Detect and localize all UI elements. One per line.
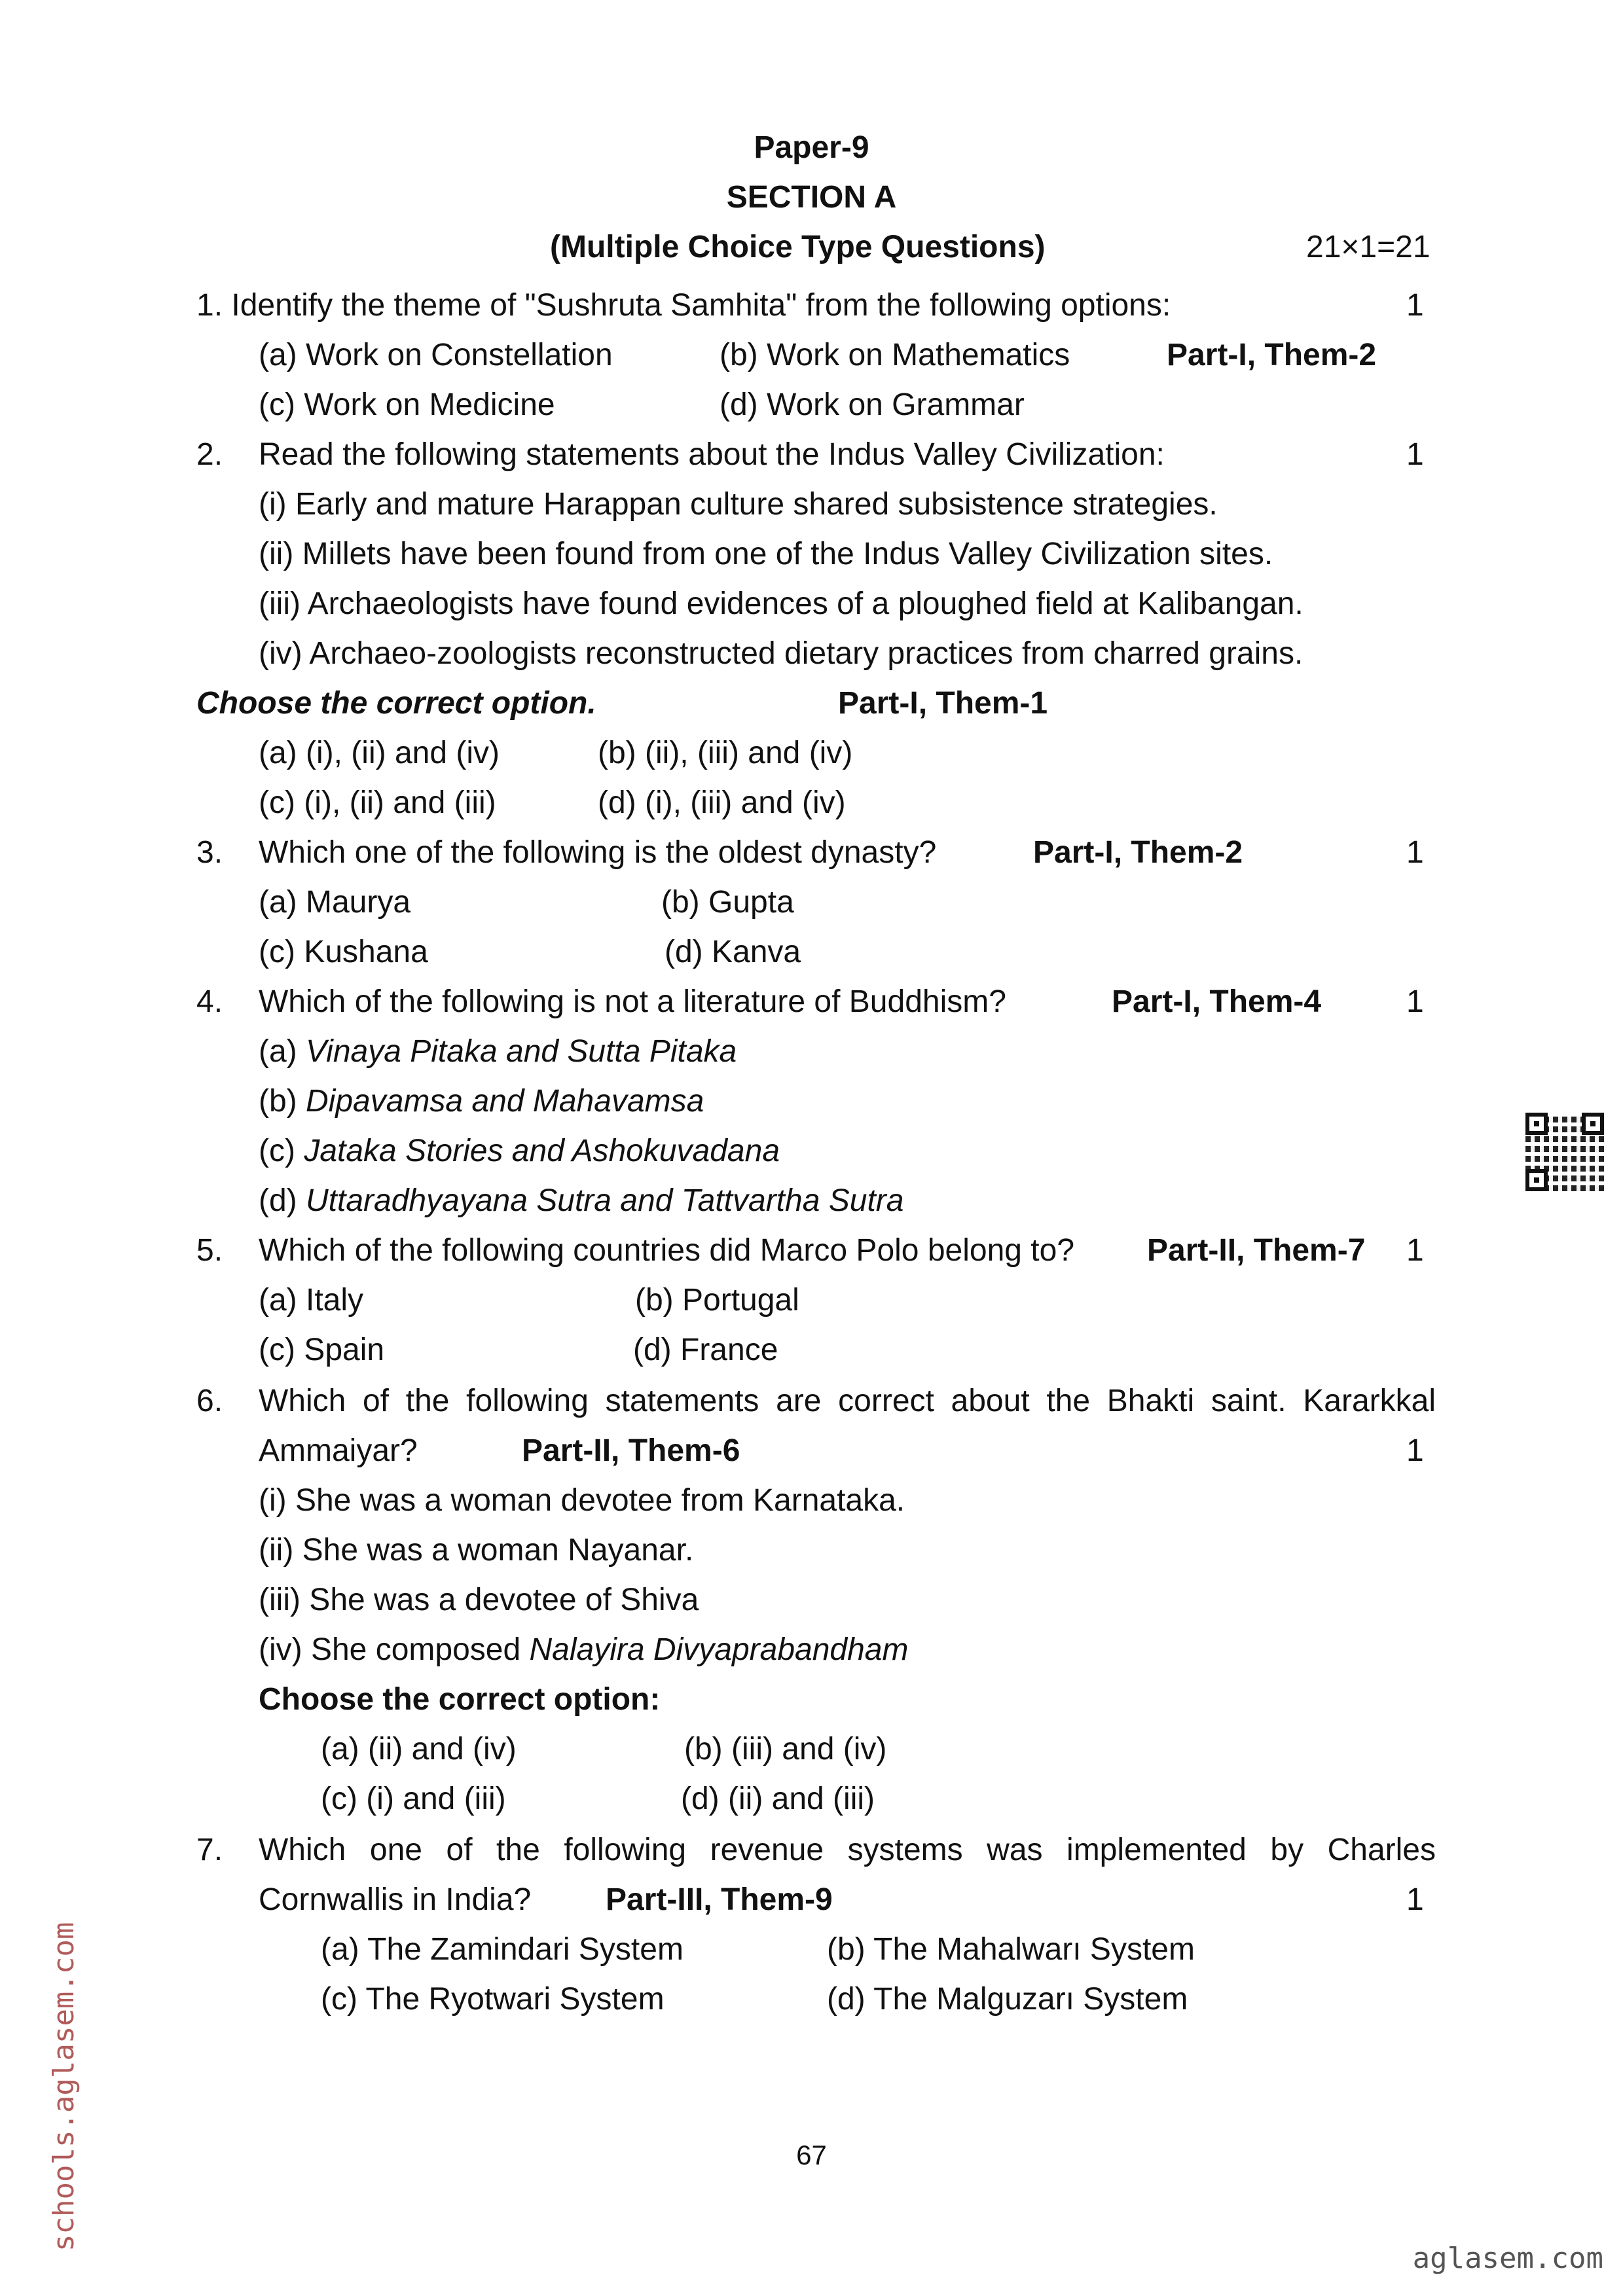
question-marks: 1	[1406, 288, 1424, 323]
statement-iv: (iv) Archaeo-zoologists reconstructed dietary practices from charred grains.	[259, 636, 1304, 671]
option-a: (a) (i), (ii) and (iv)	[259, 736, 500, 770]
question-stem: Read the following statements about the Indus Valley Civilization:	[259, 437, 1165, 472]
question-number: 6.	[196, 1384, 223, 1418]
option-d: (d) Work on Grammar	[720, 387, 1025, 422]
option-text: Jataka Stories and Ashokuvadana	[304, 1134, 780, 1168]
syllabus-tag: Part-I, Them-2	[1033, 835, 1243, 870]
watermark-vertical: schools.aglasem.com	[47, 1922, 81, 2251]
syllabus-tag: Part-I, Them-1	[838, 686, 1048, 721]
syllabus-tag: Part-II, Them-7	[1147, 1233, 1366, 1268]
statement-iv	[259, 1634, 908, 1666]
option-b: (b) Portugal	[635, 1283, 799, 1318]
question-marks: 1	[1406, 437, 1424, 472]
page-number: 67	[796, 2140, 827, 2170]
paper-title: Paper-9	[754, 130, 869, 165]
question-stem-line-1: Which of the following statements are correct about the Bhakti saint. Kararkkal	[259, 1384, 1436, 1418]
question-stem-line-1: Which one of the following revenue systems was implemented by Charles	[259, 1833, 1436, 1867]
option-label: (b)	[259, 1084, 297, 1119]
option-b: (b) (ii), (iii) and (iv)	[598, 736, 853, 770]
syllabus-tag: Part-I, Them-2	[1167, 338, 1377, 372]
question-stem: Which one of the following is the oldest dynasty?	[259, 835, 937, 870]
option-c: (c) The Ryotwari System	[321, 1982, 665, 2017]
question-marks: 1	[1406, 835, 1424, 870]
qr-code	[1525, 1113, 1604, 1191]
option-d: (d) (ii) and (iii)	[681, 1782, 875, 1816]
statement-ii: (ii) She was a woman Nayanar.	[259, 1533, 694, 1568]
question-marks: 1	[1406, 1433, 1424, 1468]
question-stem: Which of the following is not a literature of Buddhism?	[259, 984, 1006, 1019]
question-stem: Which of the following countries did Marco Polo belong to?	[259, 1233, 1075, 1268]
statement-iii: (iii) She was a devotee of Shiva	[259, 1583, 699, 1617]
statement-prefix: (iv) She composed	[259, 1632, 521, 1667]
choose-instruction: Choose the correct option:	[259, 1682, 661, 1717]
question-number: 2.	[196, 437, 223, 472]
syllabus-tag: Part-II, Them-6	[522, 1433, 740, 1468]
option-a	[259, 1036, 737, 1067]
section-subtitle: (Multiple Choice Type Questions)	[550, 230, 1046, 264]
question-stem-line-2: Cornwallis in India?	[259, 1882, 532, 1917]
syllabus-tag: Part-I, Them-4	[1112, 984, 1322, 1019]
option-d	[259, 1185, 903, 1217]
option-a: (a) Maurya	[259, 885, 411, 920]
option-b: (b) Work on Mathematics	[720, 338, 1070, 372]
option-a: (a) (ii) and (iv)	[321, 1732, 517, 1767]
statement-iii: (iii) Archaeologists have found evidences of a ploughed field at Kalibangan.	[259, 586, 1304, 621]
syllabus-tag: Part-III, Them-9	[606, 1882, 833, 1917]
statement-i: (i) Early and mature Harappan culture shared subsistence strategies.	[259, 487, 1218, 522]
option-b: (b) Gupta	[661, 885, 794, 920]
option-a: (a) The Zamindari System	[321, 1932, 684, 1967]
option-a: (a) Work on Constellation	[259, 338, 613, 372]
question-marks: 1	[1406, 984, 1424, 1019]
option-text: Dipavamsa and Mahavamsa	[306, 1084, 704, 1119]
question-stem: 1. Identify the theme of "Sushruta Samhita" from the following options:	[196, 288, 1171, 323]
section-total-marks: 21×1=21	[1306, 230, 1431, 264]
section-title: SECTION A	[726, 180, 897, 215]
question-number: 5.	[196, 1233, 223, 1268]
option-d: (d) Kanva	[665, 935, 801, 969]
option-c: (c) (i), (ii) and (iii)	[259, 785, 496, 820]
choose-instruction: Choose the correct option.	[196, 686, 596, 721]
option-b: (b) The Mahalwarı System	[827, 1932, 1195, 1967]
question-marks: 1	[1406, 1233, 1424, 1268]
option-b: (b) (iii) and (iv)	[684, 1732, 887, 1767]
option-d: (d) France	[633, 1333, 778, 1367]
option-c: (c) (i) and (iii)	[321, 1782, 506, 1816]
option-c: (c) Kushana	[259, 935, 428, 969]
statement-work-title: Nalayira Divyaprabandham	[529, 1632, 909, 1667]
option-c: (c) Work on Medicine	[259, 387, 555, 422]
option-label: (c)	[259, 1134, 295, 1168]
option-a: (a) Italy	[259, 1283, 364, 1318]
question-stem-line-2: Ammaiyar?	[259, 1433, 418, 1468]
option-text: Vinaya Pitaka and Sutta Pitaka	[306, 1034, 737, 1069]
option-d: (d) (i), (iii) and (iv)	[598, 785, 846, 820]
question-number: 4.	[196, 984, 223, 1019]
option-label: (d)	[259, 1183, 297, 1218]
option-text: Uttaradhyayana Sutra and Tattvartha Sutra	[306, 1183, 904, 1218]
watermark-horizontal: aglasem.com	[1412, 2242, 1603, 2275]
statement-i: (i) She was a woman devotee from Karnataka.	[259, 1483, 905, 1518]
option-d: (d) The Malguzarı System	[827, 1982, 1188, 2017]
option-c	[259, 1136, 780, 1167]
question-number: 7.	[196, 1833, 223, 1867]
statement-ii: (ii) Millets have been found from one of the Indus Valley Civilization sites.	[259, 537, 1273, 571]
option-b	[259, 1086, 704, 1117]
option-c: (c) Spain	[259, 1333, 385, 1367]
question-marks: 1	[1406, 1882, 1424, 1917]
option-label: (a)	[259, 1034, 297, 1069]
question-number: 3.	[196, 835, 223, 870]
